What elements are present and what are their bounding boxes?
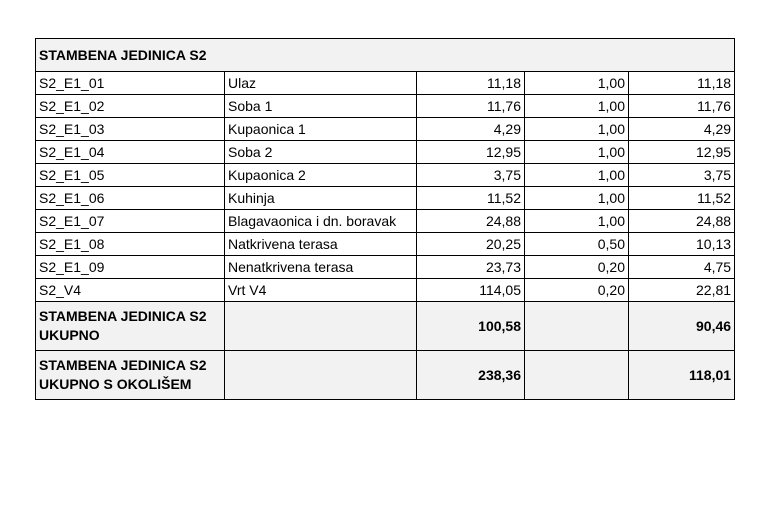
room-weighted-area: 4,29 <box>629 118 735 141</box>
table-row <box>36 95 735 118</box>
total-with-surroundings-row-weighted-area: 118,01 <box>629 351 735 400</box>
table-row <box>36 141 735 164</box>
total-with-surroundings-row-label-line1: STAMBENA JEDINICA S2 <box>39 357 207 373</box>
table-row <box>36 187 735 210</box>
room-weighted-area: 3,75 <box>629 164 735 187</box>
room-weighted-area: 24,88 <box>629 210 735 233</box>
table-title: STAMBENA JEDINICA S2 <box>36 39 735 72</box>
room-name: Blagavaonica i dn. boravak <box>225 210 417 233</box>
room-area: 11,52 <box>417 187 525 210</box>
room-name: Natkrivena terasa <box>225 233 417 256</box>
table-row <box>36 279 735 302</box>
room-coefficient: 0,20 <box>525 279 629 302</box>
room-coefficient: 0,50 <box>525 233 629 256</box>
room-code: S2_E1_01 <box>36 72 225 95</box>
empty-cell <box>225 351 417 400</box>
room-coefficient: 1,00 <box>525 210 629 233</box>
room-area: 12,95 <box>417 141 525 164</box>
total-row-weighted-area: 90,46 <box>629 302 735 351</box>
room-area: 20,25 <box>417 233 525 256</box>
room-coefficient: 1,00 <box>525 118 629 141</box>
room-name: Soba 1 <box>225 95 417 118</box>
room-area: 3,75 <box>417 164 525 187</box>
room-name: Soba 2 <box>225 141 417 164</box>
room-code: S2_E1_03 <box>36 118 225 141</box>
empty-cell <box>225 302 417 351</box>
total-with-surroundings-row-label <box>36 351 225 400</box>
table-title-row <box>36 39 735 72</box>
room-weighted-area: 11,52 <box>629 187 735 210</box>
total-row-label <box>36 302 225 351</box>
room-area: 24,88 <box>417 210 525 233</box>
room-coefficient: 1,00 <box>525 141 629 164</box>
room-name: Kuhinja <box>225 187 417 210</box>
table-row <box>36 164 735 187</box>
empty-cell <box>525 302 629 351</box>
room-area: 4,29 <box>417 118 525 141</box>
room-code: S2_E1_05 <box>36 164 225 187</box>
room-code: S2_E1_04 <box>36 141 225 164</box>
room-code: S2_E1_02 <box>36 95 225 118</box>
total-row-label-line2: UKUPNO <box>39 327 100 343</box>
room-weighted-area: 12,95 <box>629 141 735 164</box>
room-name: Nenatkrivena terasa <box>225 256 417 279</box>
room-weighted-area: 10,13 <box>629 233 735 256</box>
table-row <box>36 210 735 233</box>
room-name: Vrt V4 <box>225 279 417 302</box>
room-weighted-area: 11,18 <box>629 72 735 95</box>
room-name: Ulaz <box>225 72 417 95</box>
room-code: S2_E1_09 <box>36 256 225 279</box>
total-row-area: 100,58 <box>417 302 525 351</box>
room-weighted-area: 22,81 <box>629 279 735 302</box>
room-coefficient: 1,00 <box>525 164 629 187</box>
total-row <box>36 302 735 351</box>
total-with-surroundings-row-label-line2: UKUPNO S OKOLIŠEM <box>39 376 192 392</box>
room-name: Kupaonica 2 <box>225 164 417 187</box>
table-row <box>36 72 735 95</box>
room-area: 23,73 <box>417 256 525 279</box>
table-row <box>36 256 735 279</box>
table-row <box>36 233 735 256</box>
total-with-surroundings-row <box>36 351 735 400</box>
room-coefficient: 0,20 <box>525 256 629 279</box>
room-area: 11,18 <box>417 72 525 95</box>
room-coefficient: 1,00 <box>525 187 629 210</box>
room-weighted-area: 4,75 <box>629 256 735 279</box>
room-weighted-area: 11,76 <box>629 95 735 118</box>
room-code: S2_E1_07 <box>36 210 225 233</box>
empty-cell <box>525 351 629 400</box>
room-area: 11,76 <box>417 95 525 118</box>
table-row <box>36 118 735 141</box>
room-area: 114,05 <box>417 279 525 302</box>
room-code: S2_V4 <box>36 279 225 302</box>
room-coefficient: 1,00 <box>525 95 629 118</box>
area-table <box>35 38 735 400</box>
total-row-label-line1: STAMBENA JEDINICA S2 <box>39 308 207 324</box>
room-code: S2_E1_06 <box>36 187 225 210</box>
total-with-surroundings-row-area: 238,36 <box>417 351 525 400</box>
room-name: Kupaonica 1 <box>225 118 417 141</box>
room-coefficient: 1,00 <box>525 72 629 95</box>
room-code: S2_E1_08 <box>36 233 225 256</box>
